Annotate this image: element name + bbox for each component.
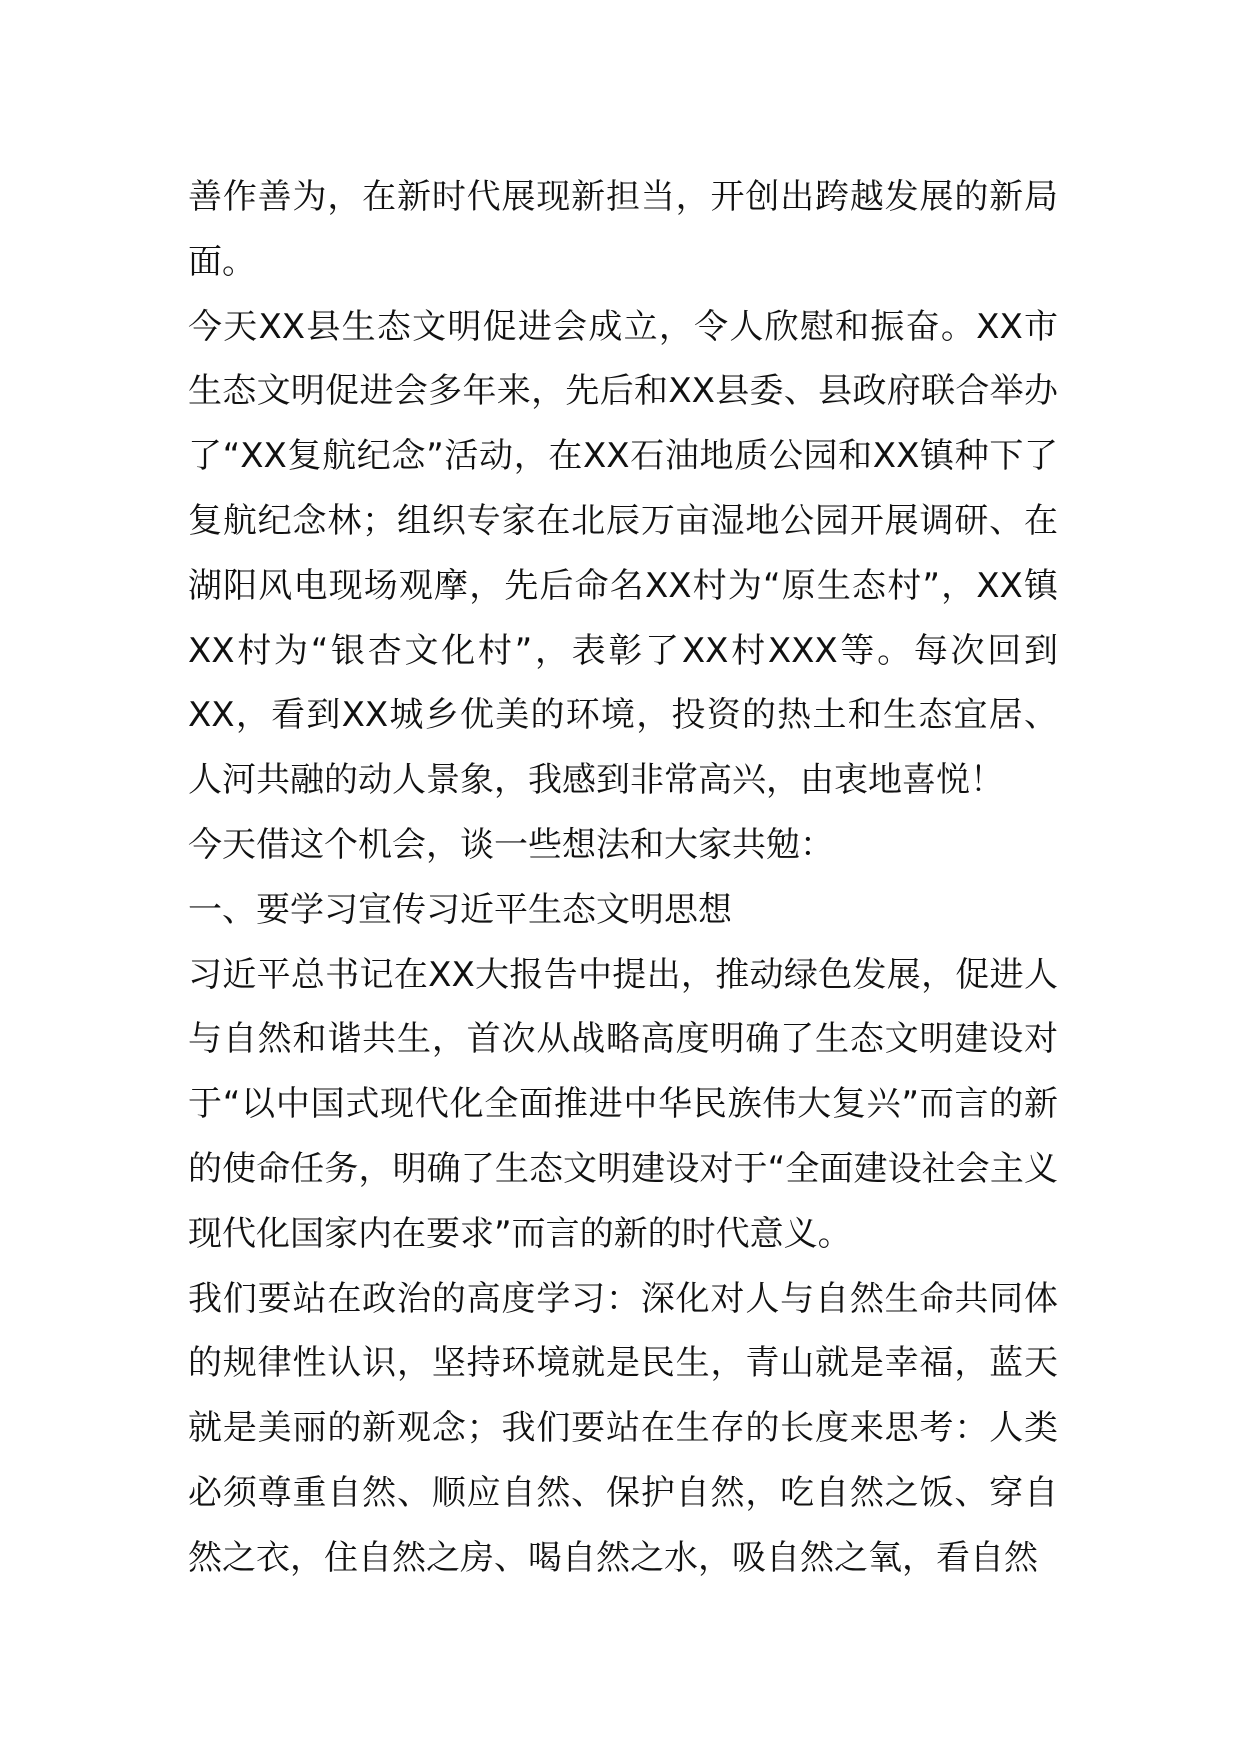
paragraph-continuation: 善作善为，在新时代展现新担当，开创出跨越发展的新局面。	[188, 177, 1058, 282]
document-body	[188, 165, 1058, 1591]
section-heading: 一、要学习宣传习近平生态文明思想	[188, 889, 732, 930]
paragraph-study: 我们要站在政治的高度学习：深化对人与自然生命共同体的规律性认识，坚持环境就是民生，青山就是幸福，蓝天就是美丽的新观念；我们要站在生存的长度来思考：人类必须尊重自然、顺应自然、保护自然，吃自然之饭、穿自然之衣，住自然之房、喝自然之水，吸自然之氧，看自然	[188, 1278, 1058, 1578]
paragraph-report: 习近平总书记在XX大报告中提出，推动绿色发展，促进人与自然和谐共生，首次从战略高度明确了生态文明建设对于“以中国式现代化全面推进中华民族伟大复兴”而言的新的使命任务，明确了生态文明建设对于“全面建设社会主义现代化国家内在要求”而言的新的时代意义。	[188, 954, 1058, 1254]
paragraph-intro: 今天借这个机会，谈一些想法和大家共勉：	[188, 824, 834, 865]
paragraph-founding: 今天XX县生态文明促进会成立，令人欣慰和振奋。XX市生态文明促进会多年来，先后和XX县委、县政府联合举办了“XX复航纪念”活动，在XX石油地质公园和XX镇种下了复航纪念林；组织专家在北辰万亩湿地公园开展调研、在湖阳风电现场观摩，先后命名XX村为“原生态村”，XX镇XX村为“银杏文化村”，表彰了XX村XXX等。每次回到XX，看到XX城乡优美的环境，投资的热土和生态宜居、人河共融的动人景象，我感到非常高兴，由衷地喜悦！	[188, 306, 1058, 801]
